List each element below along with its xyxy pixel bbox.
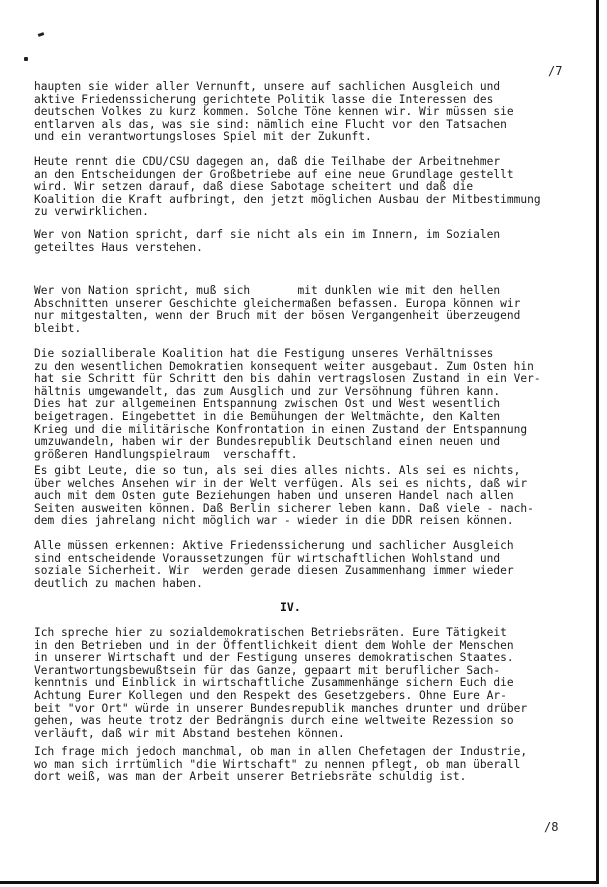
paragraph-8: Ich spreche hier zu sozialdemokratischen Betriebsräten. Eure Tätigkeit in den Betrieben und in der Öffentlichkeit dient dem Wohle der Menschen in unserer Wirtschaft und der Festigung unseres demokratischen Staates. Verantwortungsbewußtsein für das Ganze, gepaart mit beruflicher Sach- kenntnis und Einblick in wirtschaftliche Zusammenhänge sichern Euch die Achtung Eurer Kollegen und den Respekt des Gesetzgebers. Ohne Eure Ar- beit "vor Ort" würde in unserer Bundesrepublik manches drunter und drüber gehen, was heute trotz der Bedrängnis durch eine weltweite Rezession so verläuft, daß wir mit Abstand bestehen können. bbox=[34, 626, 528, 740]
ink-dot bbox=[24, 57, 28, 61]
paragraph-2: Heute rennt die CDU/CSU dagegen an, daß die Teilhabe der Arbeitnehmer an den Entscheidungen der Großbetriebe auf eine neue Grundlage gestellt wird. Wir setzen darauf, daß diese Sabotage scheitert und daß die Koalition die Kraft aufbringt, den jetzt möglichen Ausbau der Mitbestimmung zu verwirklichen. bbox=[34, 155, 541, 219]
section-heading: IV. bbox=[280, 600, 301, 614]
paragraph-7: Alle müssen erkennen: Aktive Friedenssicherung und sachlicher Ausgleich sind entscheidende Voraussetzungen für wirtschaftlichen Wohlstand und soziale Sicherheit. Wir werden gerade diesen Zusammenhang immer wieder deutlich zu machen haben. bbox=[34, 539, 514, 590]
paragraph-6: Es gibt Leute, die so tun, als sei dies alles nichts. Als sei es nichts, über welches Ansehen wir in der Welt verfügen. Als sei es nichts, daß wir auch mit dem Osten gute Beziehungen haben und unseren Handel nach allen Seiten ausweiten können. Daß Berlin sicherer leben kann. Daß viele - nach- dem dies jahrelang nicht möglich war - wieder in die DDR reisen können. bbox=[34, 464, 534, 528]
paragraph-1: haupten sie wider aller Vernunft, unsere auf sachlichen Ausgleich und aktive Friedenssicherung gerichtete Politik lasse die Interessen des deutschen Volkes zu kurz kommen. Solche Töne kennen wir. Wir müssen sie entlarven als das, was sie sind: nämlich eine Flucht vor den Tatsachen und ein verantwortungsloses Spiel mit der Zukunft. bbox=[34, 80, 514, 144]
paragraph-5: Die sozialliberale Koalition hat die Festigung unseres Verhältnisses zu den wesentlichen Demokratien konsequent weiter ausgebaut. Zum Osten hin hat sie Schritt für Schritt den bis dahin vertragslosen Zustand in ein Ver- hältnis umgewandelt, das zum Ausglich und zur Versöhnung führen kann. Dies hat zur allgemeinen Entspannung zwischen Ost und West wesentlich beigetragen. Eingebettet in die Bemühungen der Weltmächte, den Kalten Krieg und die militärische Konfrontation in einen Zustand der Entspannung umzuwandeln, haben wir der Bundesrepublik Deutschland einen neuen und größeren Handlungspielraum verschafft. bbox=[34, 347, 541, 461]
page-marker-bottom: /8 bbox=[544, 820, 559, 834]
ink-mark bbox=[38, 32, 45, 37]
paragraph-4: Wer von Nation spricht, muß sich mit dunklen wie mit den hellen Abschnitten unserer Geschichte gleichermaßen befassen. Europa können wir nur mitgestalten, wenn der Bruch mit der bösen Vergangenheit überzeugend bleibt. bbox=[34, 284, 521, 335]
page-marker-top: /7 bbox=[548, 64, 563, 78]
paragraph-9: Ich frage mich jedoch manchmal, ob man in allen Chefetagen der Industrie, wo man sich irrtümlich "die Wirtschaft" zu nennen pflegt, ob man überall dort weiß, was man der Arbeit unserer Betriebsräte schuldig ist. bbox=[34, 745, 528, 784]
paragraph-3: Wer von Nation spricht, darf sie nicht als ein im Innern, im Sozialen geteiltes Haus verstehen. bbox=[34, 228, 501, 254]
